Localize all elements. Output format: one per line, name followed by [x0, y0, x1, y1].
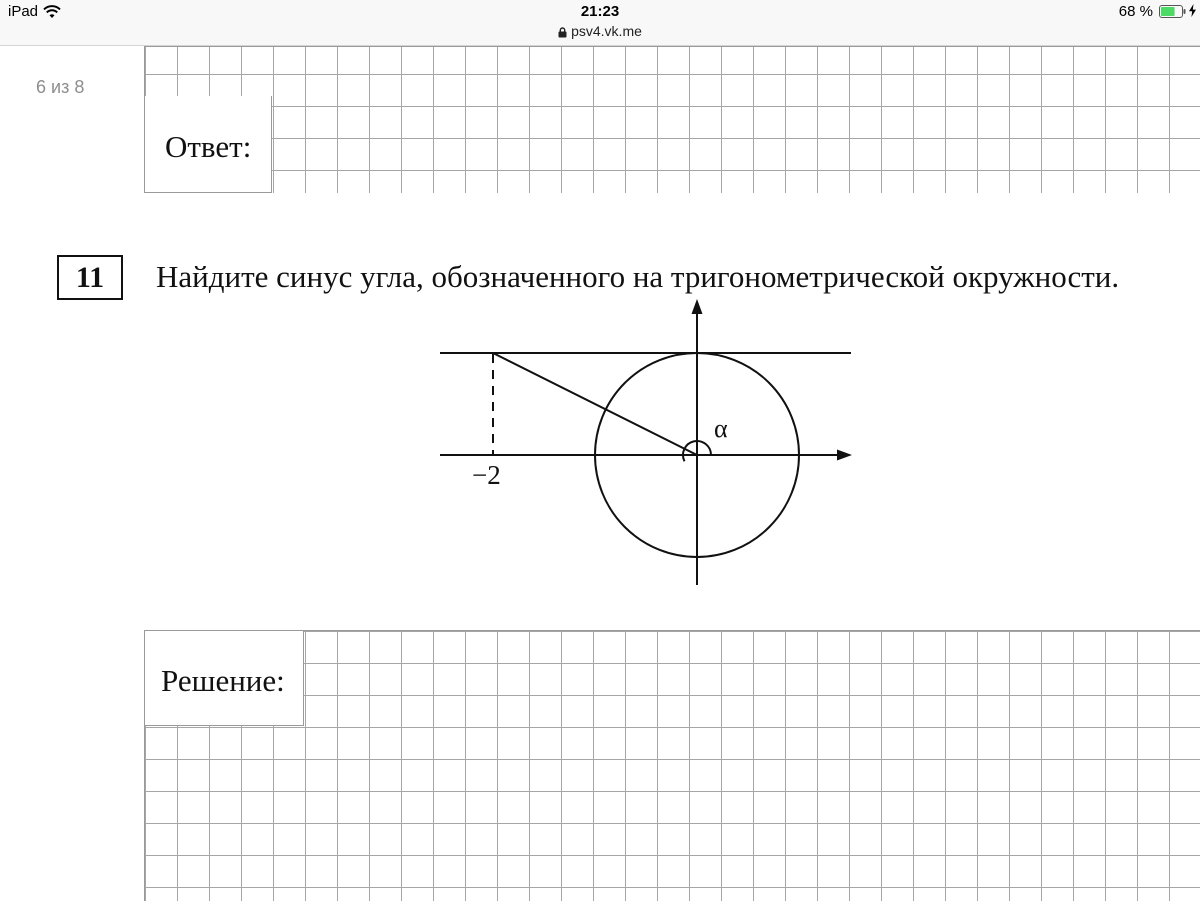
- url-text: psv4.vk.me: [571, 23, 642, 39]
- solution-label-box: [144, 630, 304, 726]
- angle-ray: [493, 353, 697, 455]
- page-indicator: 6 из 8: [36, 77, 85, 97]
- answer-grid[interactable]: [144, 46, 1200, 193]
- angle-label: α: [714, 414, 728, 443]
- task-text: Найдите синус угла, обозначенного на тригонометрической окружности.: [156, 259, 1120, 294]
- battery-icon: [1159, 5, 1186, 18]
- status-bar: [0, 0, 1200, 46]
- answer-label: Ответ:: [165, 129, 252, 164]
- trig-circle-figure: [420, 290, 870, 595]
- device-name: iPad: [8, 3, 39, 20]
- task-number: 11: [57, 255, 123, 300]
- point-label: −2: [472, 460, 501, 490]
- charging-icon: [1188, 4, 1197, 17]
- answer-label-box: [144, 96, 272, 193]
- y-axis-arrow: [692, 299, 703, 314]
- lock-icon: [558, 27, 567, 38]
- x-axis-arrow: [837, 450, 852, 461]
- address-bar[interactable]: [0, 23, 1200, 39]
- battery-percent: 68 %: [1118, 3, 1153, 20]
- clock: 21:23: [580, 3, 620, 20]
- solution-label: Решение:: [161, 663, 285, 698]
